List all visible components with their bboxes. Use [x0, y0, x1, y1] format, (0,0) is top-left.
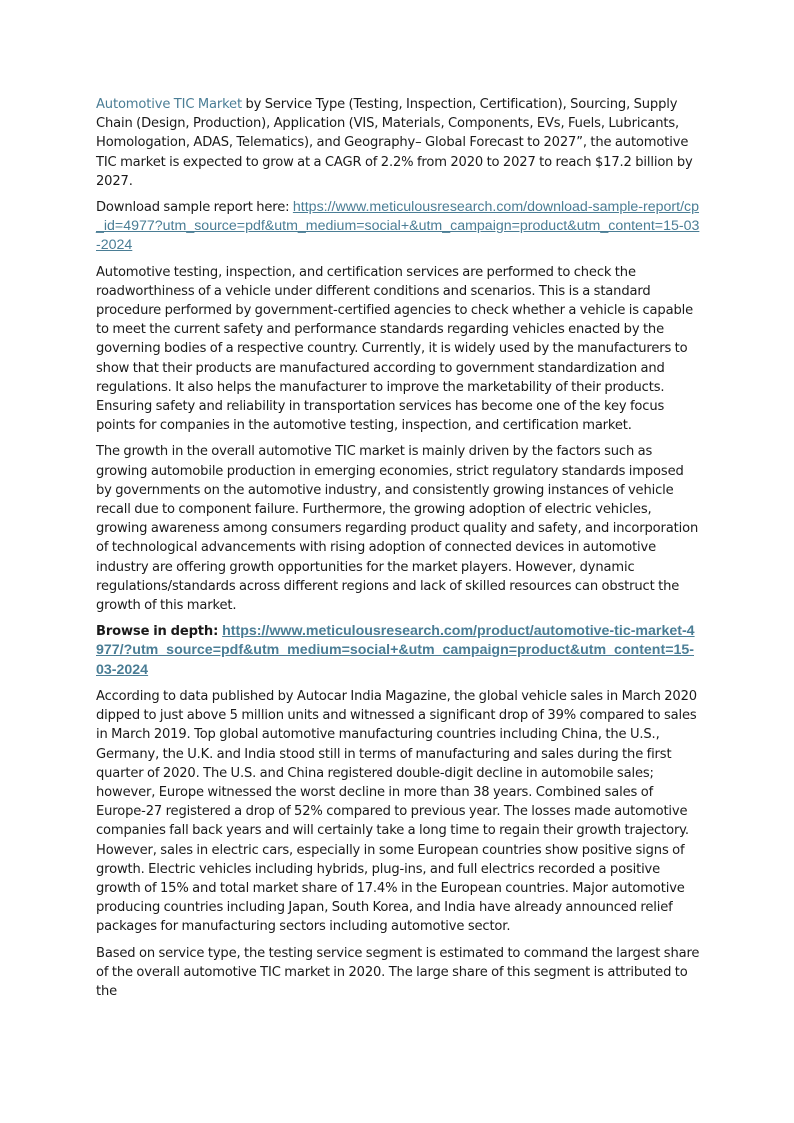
browse-in-depth-link[interactable]: https://www.meticulousresearch.com/product/automotive-tic-market-4977/?utm_source=pdf&utm_medium=social+&utm_campaign=product&utm_content=15-03-2024: [96, 623, 695, 678]
body-paragraph-1: Automotive testing, inspection, and certification services are performed to check the roadworthiness of a vehicle under different conditions and scenarios. This is a standard procedure performed by government-certified agencies to check whether a vehicle is capable to meet the current safety and performance standards regarding vehicles enacted by the governing bodies of a respective country. Currently, it is widely used by the manufacturers to show that their products are manufactured according to government standardization and regulations. It also helps the manufacturer to improve the marketability of their products. Ensuring safety and reliability in transportation services has become one of the key focus points for companies in the automotive testing, inspection, and certification market.: [96, 264, 693, 434]
market-title-link[interactable]: Automotive TIC Market: [96, 97, 242, 112]
body-paragraph-4: Based on service type, the testing service segment is estimated to command the largest share of the overall automotive TIC market in 2020. The large share of this segment is attributed to the: [96, 945, 700, 999]
intro-paragraph: [96, 95, 700, 191]
download-paragraph: [96, 198, 700, 256]
browse-label: Browse in depth:: [96, 624, 223, 640]
download-label: Download sample report here:: [96, 200, 293, 216]
body-paragraph-3: According to data published by Autocar India Magazine, the global vehicle sales in March 2020 dipped to just above 5 million units and witnessed a significant drop of 39% compared to sales in March 2019. Top global automotive manufacturing countries including China, the U.S., Germany, the U.K. and India stood still in terms of manufacturing and sales during the first quarter of 2020. The U.S. and China registered double-digit decline in automobile sales; however, Europe witnessed the worst decline in more than 38 years. Combined sales of Europe-27 registered a drop of 52% compared to previous year. The losses made automotive companies fall back years and will certainly take a long time to regain their growth trajectory. However, sales in electric cars, especially in some European countries show positive signs of growth. Electric vehicles including hybrids, plug-ins, and full electrics recorded a positive growth of 15% and total market share of 17.4% in the European countries. Major automotive producing countries including Japan, South Korea, and India have already announced relief packages for manufacturing sectors including automotive sector.: [96, 688, 697, 935]
intro-text: by Service Type (Testing, Inspection, Certification), Sourcing, Supply Chain (Design, Production), Application (VIS, Materials, Components, EVs, Fuels, Lubricants, Homologation, ADAS, Telematics), and Geography– Global Forecast to 2027”, the automotive TIC market is expected to grow at a CAGR of 2.2% from 2020 to 2027 to reach $17.2 billion by 2027.: [96, 97, 693, 189]
download-sample-link[interactable]: https://www.meticulousresearch.com/download-sample-report/cp_id=4977?utm_source=pdf&utm_medium=social+&utm_campaign=product&utm_content=15-03-2024: [96, 199, 700, 254]
document-page: [96, 95, 700, 1008]
body-paragraph-2: The growth in the overall automotive TIC market is mainly driven by the factors such as growing automobile production in emerging economies, strict regulatory standards imposed by governments on the automotive industry, and consistently growing instances of vehicle recall due to component failure. Furthermore, the growing adoption of electric vehicles, growing awareness among consumers regarding product quality and safety, and incorporation of technological advancements with rising adoption of connected devices in automotive industry are offering growth opportunities for the market players. However, dynamic regulations/standards across different regions and lack of skilled resources can obstruct the growth of this market.: [96, 444, 699, 614]
browse-paragraph: [96, 622, 700, 680]
